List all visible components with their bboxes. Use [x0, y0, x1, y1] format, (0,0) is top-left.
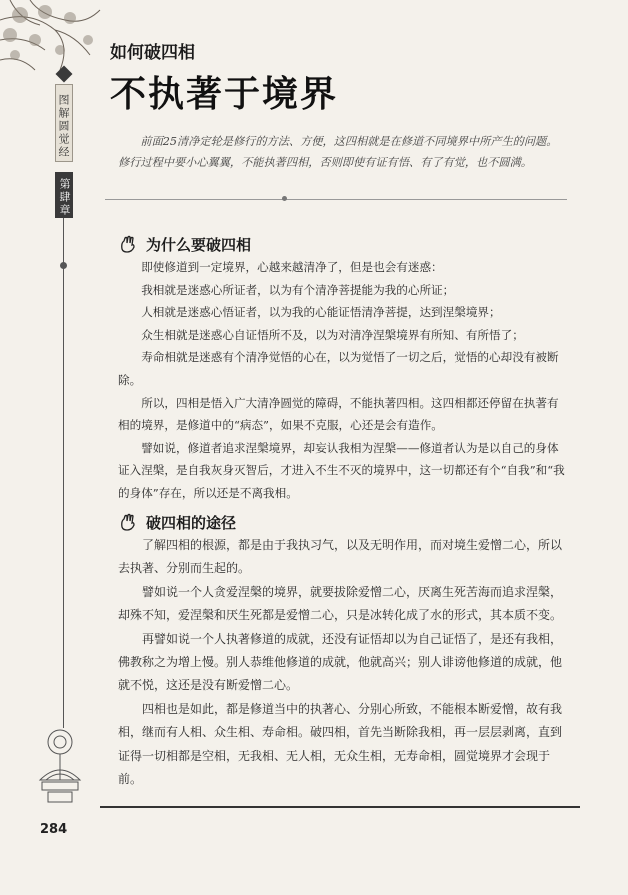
paragraph: 众生相就是迷惑心自证悟所不及，以为对清净涅槃境界有所知、有所悟了； — [141, 327, 524, 342]
sidebar-chapter-label: 第肆章 — [55, 172, 73, 218]
hand-icon — [118, 235, 138, 255]
paragraph: 我相就是迷惑心所证者，以为有个清净菩提能为我的心所证； — [141, 282, 455, 297]
paragraph: 寿命相就是迷惑有个清净觉悟的心在，以为觉悟了一切之后，觉悟的心却没有被断除。 — [118, 350, 559, 387]
sidebar-book-label: 图解圆觉经 — [55, 84, 73, 162]
paragraph: 四相也是如此，都是修道当中的执著心、分别心所致，不能根本断爱憎，故有我相，继而有人相、众生相、寿命相。破四相，首先当断除我相，再一层层剥离，直到证得一切相都是空相，无我相、无人相，无众生相，无寿命相，圆觉境界才会现于前。 — [118, 701, 563, 787]
page-subtitle: 如何破四相 — [110, 43, 195, 63]
paragraph: 譬如说，修道者追求涅槃境界，却妄认我相为涅槃——修道者认为是以自己的身体证入涅槃，是自我灰身灭智后，才进入不生不灭的境界中，这一切都还有个“自我”和“我的身体”存在，所以还是不离我相。 — [118, 440, 565, 500]
paragraph: 人相就是迷惑心悟证者，以为我的心能证悟清净菩提，达到涅槃境界； — [141, 305, 501, 320]
sidebar-dot — [60, 262, 67, 269]
section-how-body — [118, 534, 566, 791]
paragraph: 所以，四相是悟入广大清净圆觉的障碍，不能执著四相。这四相都还停留在执著有相的境界，是修道中的“病态”，如果不克服，心还是会有造作。 — [118, 395, 559, 433]
lotus-ornament-icon — [28, 720, 92, 810]
section-heading-how-text: 破四相的途径 — [146, 514, 237, 532]
paragraph: 再譬如说一个人执著修道的成就，还没有证悟却以为自己证悟了，是还有我相，佛教称之为增上慢。别人恭维他修道的成就，他就高兴；别人诽谤他修道的成就，他就不悦，这还是没有断爱憎二心。 — [118, 631, 563, 693]
section-why-body — [118, 256, 566, 505]
section-heading-why-text: 为什么要破四相 — [146, 236, 252, 254]
paragraph: 即使修道到一定境界，心越来越清净了，但是也会有迷惑： — [141, 260, 443, 274]
page-title: 不执著于境界 — [110, 74, 339, 115]
intro-divider-dot — [282, 196, 287, 201]
footer-rule — [100, 806, 580, 808]
page-number: 284 — [40, 822, 68, 837]
section-heading-why — [118, 234, 251, 255]
section-heading-how — [118, 512, 236, 533]
sidebar-line — [63, 218, 64, 728]
intro-divider — [105, 199, 567, 200]
hand-icon — [118, 513, 138, 533]
paragraph: 了解四相的根源，都是由于我执习气，以及无明作用，而对境生爱憎二心，所以去执著、分别而生起的。 — [118, 538, 563, 576]
paragraph: 譬如说一个人贪爱涅槃的境界，就要拔除爱憎二心，厌离生死苦海而追求涅槃，却殊不知，爱涅槃和厌生死都是爱憎二心，只是冰转化成了水的形式，其本质不变。 — [118, 584, 563, 623]
intro-paragraph: 前面25清净定轮是修行的方法、方便，这四相就是在修道不同境界中所产生的问题。修行过程中要小心翼翼，不能执著四相，否则即使有证有悟、有了有觉，也不圆满。 — [118, 135, 558, 169]
